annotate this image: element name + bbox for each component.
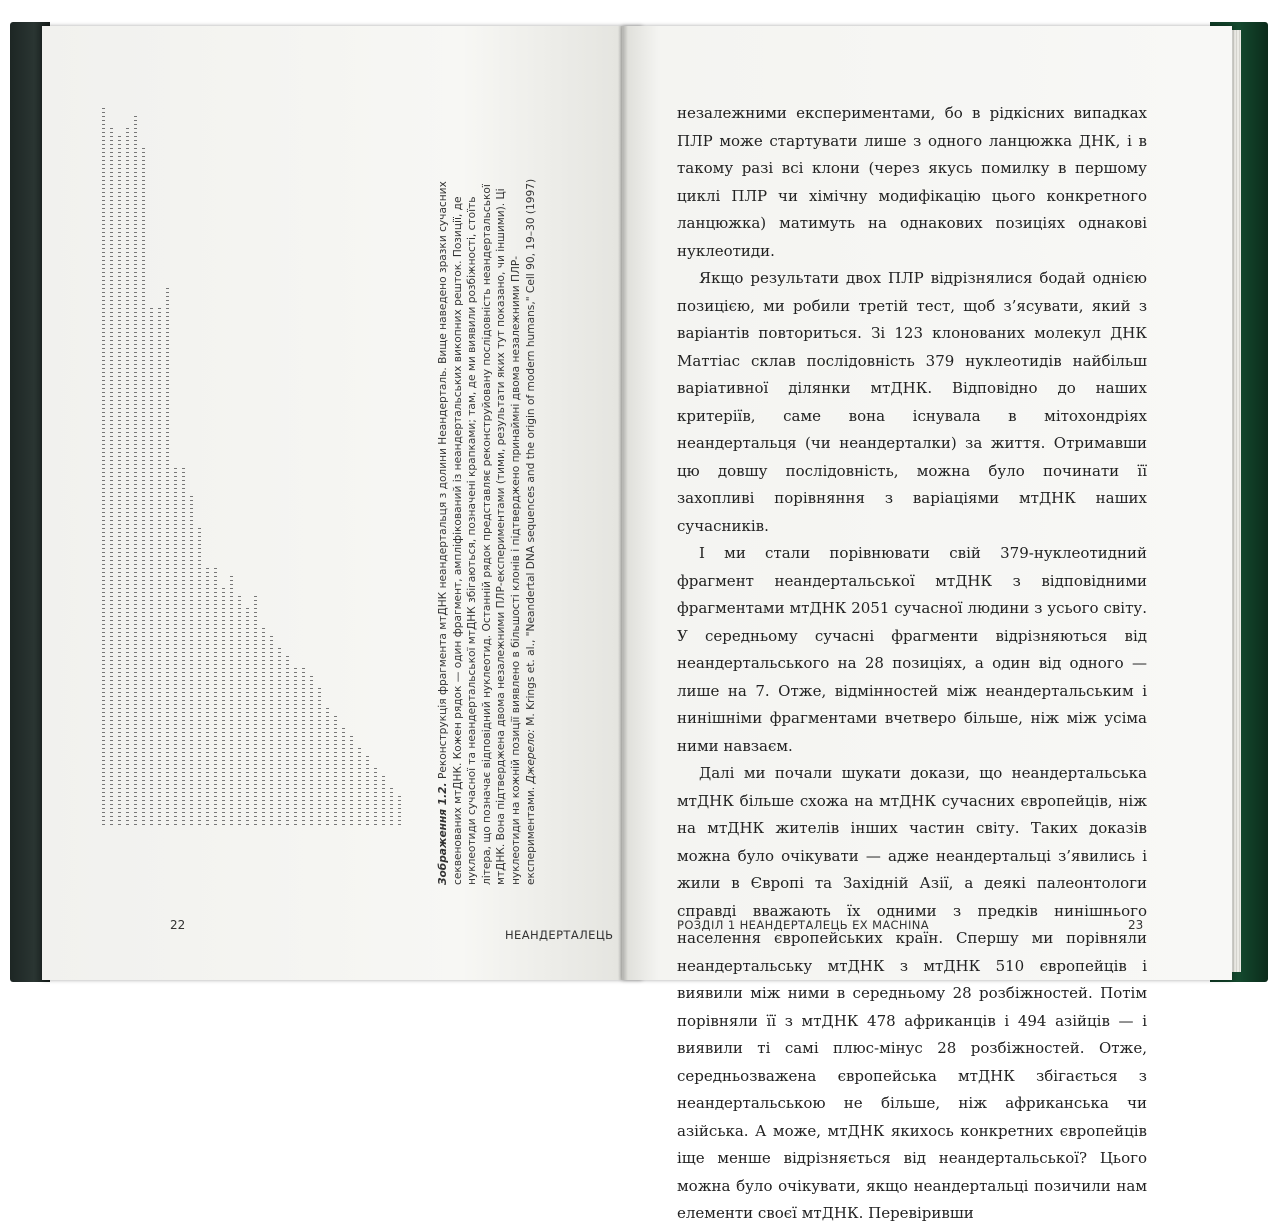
sequence-row xyxy=(356,95,364,895)
paragraph: Якщо результати двох ПЛР відрізнялися бодай однією позицією, ми робили третій тест, щоб з’ясувати, який з варіантів повториться. Зі 123 клонованих молекул ДНК Маттіас склав послідовність 379 нуклеотидів найбільш варіативної ділянки мтДНК. Відповідно до наших критеріїв, саме вона існувала в мітохондріях неандертальця (чи неандерталки) за життя. Отримавши цю довшу послідовність, можна було починати її захопливі порівняння з варіаціями мтДНК наших сучасників. xyxy=(677,269,1147,535)
paragraph: Далі ми почали шукати докази, що неандертальська мтДНК більше схожа на мтДНК сучасних європейців, ніж на мтДНК жителів інших частин світу. Таких доказів можна було очікувати — адже неандертальці з’явились і жили в Європі та Західній Азії, а деякі палеонтологи справді вважають їх одними з предків нинішнього населення європейських країн. Спершу ми порівняли неандертальську мтДНК з мтДНК 510 європейців і виявили між ними в середньому 28 розбіжностей. Потім порівняли її з мтДНК 478 африканців і 494 азійців — і виявили ті самі плюс-мінус 28 розбіжностей. Отже, середньозважена європейська мтДНК збігається з неандертальською не більше, ніж африканська чи азійська. А може, мтДНК якихось конкретних європейців іще менше відрізняється від неандертальської? Цього можна було очікувати, якщо неандертальці позичили нам елементи своєї мтДНК. Перевіривши xyxy=(677,764,1147,1222)
sequence-row xyxy=(156,95,164,895)
sequence-row xyxy=(148,95,156,895)
sequence-dots xyxy=(310,675,313,825)
sequence-dots xyxy=(286,655,289,825)
sequence-dots xyxy=(150,305,153,825)
sequence-dots xyxy=(102,105,105,825)
sequence-dots xyxy=(222,585,225,825)
sequence-dots xyxy=(326,705,329,825)
sequence-dots xyxy=(390,785,393,825)
sequence-dots xyxy=(126,125,129,825)
sequence-row xyxy=(292,95,300,895)
caption-label: Зображення 1.2. xyxy=(437,782,449,885)
sequence-dots xyxy=(318,685,321,825)
figure-caption xyxy=(436,175,538,885)
sequence-dots xyxy=(238,595,241,825)
sequence-row xyxy=(260,95,268,895)
sequence-row xyxy=(348,95,356,895)
sequence-dots xyxy=(342,725,345,825)
sequence-row xyxy=(180,95,188,895)
sequence-row xyxy=(132,95,140,895)
sequence-alignment xyxy=(100,95,430,895)
sequence-row xyxy=(300,95,308,895)
sequence-row xyxy=(276,95,284,895)
figure-area xyxy=(100,80,620,910)
running-head-title: НЕАНДЕРТАЛЕЦЬ EX MACHINA xyxy=(739,918,930,932)
sequence-dots xyxy=(382,775,385,825)
sequence-dots xyxy=(166,285,169,825)
sequence-dots xyxy=(294,665,297,825)
paragraph: І ми стали порівнювати свій 379-нуклеотидний фрагмент неандертальської мтДНК з відповідними фрагментами мтДНК 2051 сучасної людини з усього світу. У середньому сучасні фрагменти відрізняються від неандертальського на 28 позиціях, а один від одного — лише на 7. Отже, відмінностей між неандертальським і нинішніми фрагментами вчетверо більше, ніж між усіма ними навзаєм. xyxy=(677,544,1147,755)
sequence-dots xyxy=(270,635,273,825)
sequence-dots xyxy=(254,595,257,825)
sequence-row xyxy=(324,95,332,895)
sequence-row xyxy=(236,95,244,895)
sequence-dots xyxy=(366,755,369,825)
running-head-right xyxy=(677,918,929,932)
sequence-row xyxy=(164,95,172,895)
sequence-row xyxy=(332,95,340,895)
sequence-dots xyxy=(206,565,209,825)
right-page-body xyxy=(677,100,1147,1228)
sequence-row xyxy=(212,95,220,895)
sequence-row xyxy=(380,95,388,895)
running-head-left: НЕАНДЕРТАЛЕЦЬ xyxy=(505,928,614,942)
sequence-row xyxy=(372,95,380,895)
sequence-row xyxy=(124,95,132,895)
sequence-dots xyxy=(158,305,161,825)
sequence-dots xyxy=(358,745,361,825)
sequence-dots xyxy=(214,565,217,825)
sequence-row xyxy=(116,95,124,895)
sequence-dots xyxy=(278,645,281,825)
sequence-dots xyxy=(134,115,137,825)
sequence-row xyxy=(252,95,260,895)
sequence-row xyxy=(220,95,228,895)
sequence-row xyxy=(196,95,204,895)
sequence-row xyxy=(188,95,196,895)
sequence-row xyxy=(316,95,324,895)
sequence-row xyxy=(204,95,212,895)
sequence-row xyxy=(308,95,316,895)
sequence-dots xyxy=(198,525,201,825)
running-head-chapter: РОЗДІЛ 1 xyxy=(677,918,736,932)
page-number-left: 22 xyxy=(170,918,186,932)
sequence-dots xyxy=(182,465,185,825)
sequence-row xyxy=(228,95,236,895)
sequence-row xyxy=(244,95,252,895)
sequence-dots xyxy=(398,795,401,825)
sequence-row xyxy=(388,95,396,895)
sequence-dots xyxy=(302,665,305,825)
sequence-dots xyxy=(374,765,377,825)
figure-rotated xyxy=(100,95,537,895)
sequence-dots xyxy=(230,575,233,825)
caption-source-label: Джерело: xyxy=(524,729,537,784)
sequence-dots xyxy=(334,715,337,825)
sequence-row xyxy=(364,95,372,895)
caption-text: Реконструкція фрагмента мтДНК неандертальця з долини Неандерталь. Вище наведено зразки сучасних секвенованих мтДНК. Кожен рядок — один фрагмент, ампліфікований із неандертальських викопних решток. Позиції, де нуклеотиди сучасної та неандертальської мтДНК збігаються, позначені крапками; там, де ми виявили розбіжності, стоїть літера, що позначає відповідний нуклеотид. Останній рядок представляє реконструйовану послідовність неандертальської мтДНК. Вона підтверджена двома незалежними ПЛР-експериментами (тими, результати яких тут показано, чи іншими). Ці нуклеотиди на кожній позиції виявлено в більшості клонів і підтверджено принаймні двома незалежними ПЛР-експериментами. xyxy=(437,181,537,885)
sequence-row xyxy=(100,95,108,895)
sequence-row xyxy=(340,95,348,895)
paragraph: незалежними експериментами, бо в рідкісних випадках ПЛР може стартувати лише з одного ланцюжка ДНК, і в такому разі всі клони (через якусь помилку в першому циклі ПЛР чи хімічну модифікацію цього конкретного ланцюжка) матимуть на однакових позиціях однакові нуклеотиди. xyxy=(677,104,1147,260)
sequence-dots xyxy=(262,625,265,825)
sequence-dots xyxy=(118,135,121,825)
sequence-dots xyxy=(190,495,193,825)
sequence-row xyxy=(172,95,180,895)
sequence-row xyxy=(140,95,148,895)
caption-source-text: M. Krings et. al., "Neandertal DNA sequences and the origin of modern humans," Cell 90, 19–30 (1997) xyxy=(524,178,537,726)
page-number-right: 23 xyxy=(1128,918,1144,932)
sequence-dots xyxy=(142,145,145,825)
sequence-row xyxy=(396,95,404,895)
sequence-row xyxy=(268,95,276,895)
sequence-dots xyxy=(174,465,177,825)
sequence-dots xyxy=(110,125,113,825)
sequence-dots xyxy=(246,605,249,825)
sequence-row xyxy=(284,95,292,895)
sequence-dots xyxy=(350,735,353,825)
sequence-row xyxy=(108,95,116,895)
